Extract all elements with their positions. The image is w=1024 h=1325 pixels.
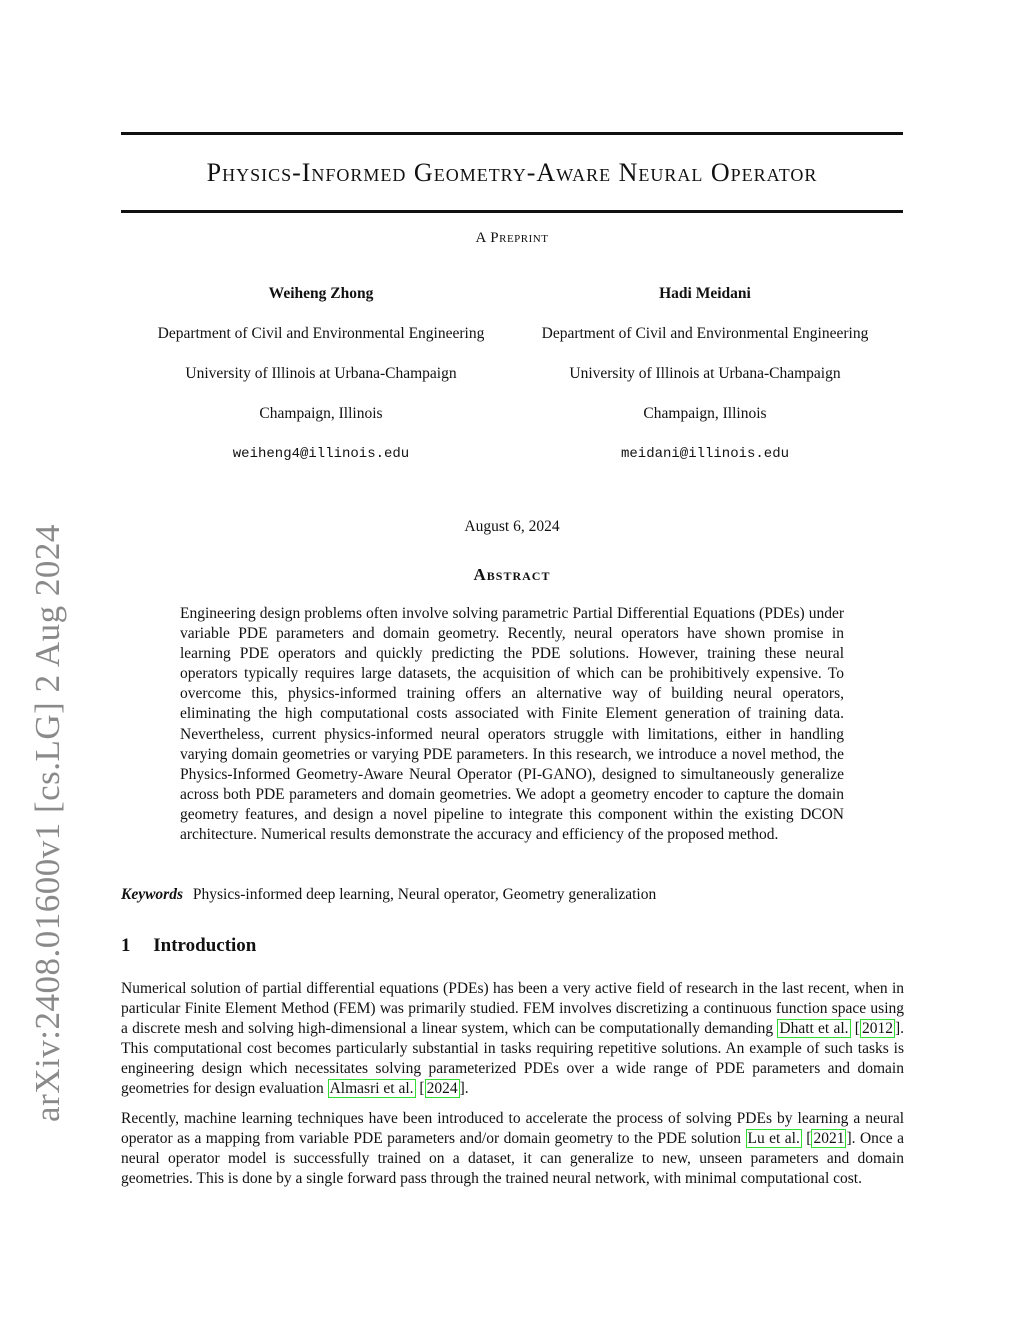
keywords-line: [121, 886, 903, 904]
title-rule-bottom: [121, 210, 903, 213]
citation-link[interactable]: 2012: [861, 1020, 893, 1038]
arxiv-stamp-text: arXiv:2408.01600v1 [cs.LG] 2 Aug 2024: [28, 523, 68, 1122]
citation-link[interactable]: 2021: [813, 1130, 845, 1148]
citation-link[interactable]: Almasri et al.: [329, 1080, 414, 1098]
abstract-heading: Abstract: [473, 565, 551, 584]
section-title: Introduction: [153, 935, 257, 956]
author-name: Weiheng Zhong: [268, 285, 374, 302]
paper-date: August 6, 2024: [464, 518, 560, 535]
author-email[interactable]: meidani@illinois.edu: [620, 446, 790, 462]
keywords-text: Physics-informed deep learning, Neural operator, Geometry generalization: [192, 886, 657, 903]
paper-subtitle: A Preprint: [475, 230, 549, 246]
author-university: University of Illinois at Urbana-Champaign: [569, 365, 841, 382]
section-heading-introduction: [121, 935, 256, 957]
arxiv-stamp: [8, 0, 88, 1325]
author-name: Hadi Meidani: [659, 285, 751, 302]
intro-paragraph-2: Recently, machine learning techniques have been introduced to accelerate the process of solving PDEs by learning a neural operator as a mapping from variable PDE parameters and/or domain geometry to the PDE solution Lu et al. [ 2021 ]. Once a neural operator model is successfully trained on a dataset, it can generalize to new, unseen parameters and domain geometries. This is done by a single forward pass through the trained neural network, with minimal computational cost.: [121, 1110, 904, 1188]
paragraph-text: . Once a neural operator model is successfully trained on a dataset, it can generalize to new, unseen parameters and domain geometries. This is done by a single forward pass through the trained neural network, with minimal computational cost.: [121, 1130, 904, 1188]
author-block-1: [126, 284, 516, 484]
citation-link[interactable]: Dhatt et al.: [779, 1020, 849, 1038]
intro-paragraph-1: Numerical solution of partial differential equations (PDEs) has been a very active field of research in the last recent, when in particular Finite Element Method (FEM) was primarily studied. FEM involves discretizing a continuous function space using a discrete mesh and solving high-dimensional a linear system, which can be computationally demanding Dhatt et al. [ 2012 ]. This computational cost becomes particularly substantial in tasks requiring repetitive solutions. An example of such tasks is engineering design which necessitates solving parameterized PDEs over a wide range of PDE parameters and domain geometries for design evaluation Almasri et al. [ 2024 ].: [121, 980, 904, 1098]
paragraph-text: .: [464, 1080, 469, 1098]
paper-title: Physics-Informed Geometry-Aware Neural Operator: [206, 158, 818, 187]
author-location: Champaign, Illinois: [643, 405, 767, 422]
keywords-label: Keywords: [121, 886, 183, 903]
abstract-text: Engineering design problems often involve solving parametric Partial Differential Equations (PDEs) under variable PDE parameters and domain geometry. Recently, neural operators have shown promise in learning PDE operators and quickly predicting the PDE solutions. However, training these neural operators typically requires large datasets, the acquisition of which can be prohibitively expensive. To overcome this, physics-informed training offers an alternative way of building neural operators, eliminating the high computational costs associated with Finite Element generation of training data. Nevertheless, current physics-informed neural operators struggle with limitations, either in handling varying domain geometries or varying PDE parameters. In this research, we introduce a novel method, the Physics-Informed Geometry-Aware Neural Operator (PI-GANO), designed to simultaneously generalize across both PDE parameters and domain geometries. We adopt a geometry encoder to capture the domain geometry features, and design a novel pipeline to integrate this component within the existing DCON architecture. Numerical results demonstrate the accuracy and efficiency of the proposed method.: [180, 605, 844, 844]
author-university: University of Illinois at Urbana-Champaign: [185, 365, 457, 382]
author-department: Department of Civil and Environmental Engineering: [157, 325, 485, 342]
citation-link[interactable]: Lu et al.: [747, 1130, 800, 1148]
section-number: 1: [121, 935, 131, 956]
author-block-2: [510, 284, 900, 484]
paragraph-text: Recently, machine learning techniques have been introduced to accelerate the process of solving PDEs by learning a neural operator as a mapping from variable PDE parameters and/or domain geometry to the PDE solution: [121, 1110, 904, 1148]
citation-link[interactable]: 2024: [426, 1080, 458, 1098]
author-email[interactable]: weiheng4@illinois.edu: [232, 446, 410, 462]
paragraph-text: Numerical solution of partial differential equations (PDEs) has been a very active field of research in the last recent, when in particular Finite Element Method (FEM) was primarily studied. FEM involves discretizing a continuous function space using a discrete mesh and solving high-dimensional a linear system, which can be computationally demanding: [121, 980, 904, 1038]
paragraph-text: . This computational cost becomes particularly substantial in tasks requiring repetitive solutions. An example of such tasks is engineering design which necessitates solving parameterized PDEs over a wide range of PDE parameters and domain geometries for design evaluation: [121, 1020, 904, 1098]
author-department: Department of Civil and Environmental Engineering: [541, 325, 869, 342]
author-location: Champaign, Illinois: [259, 405, 383, 422]
title-rule-top: [121, 132, 903, 135]
